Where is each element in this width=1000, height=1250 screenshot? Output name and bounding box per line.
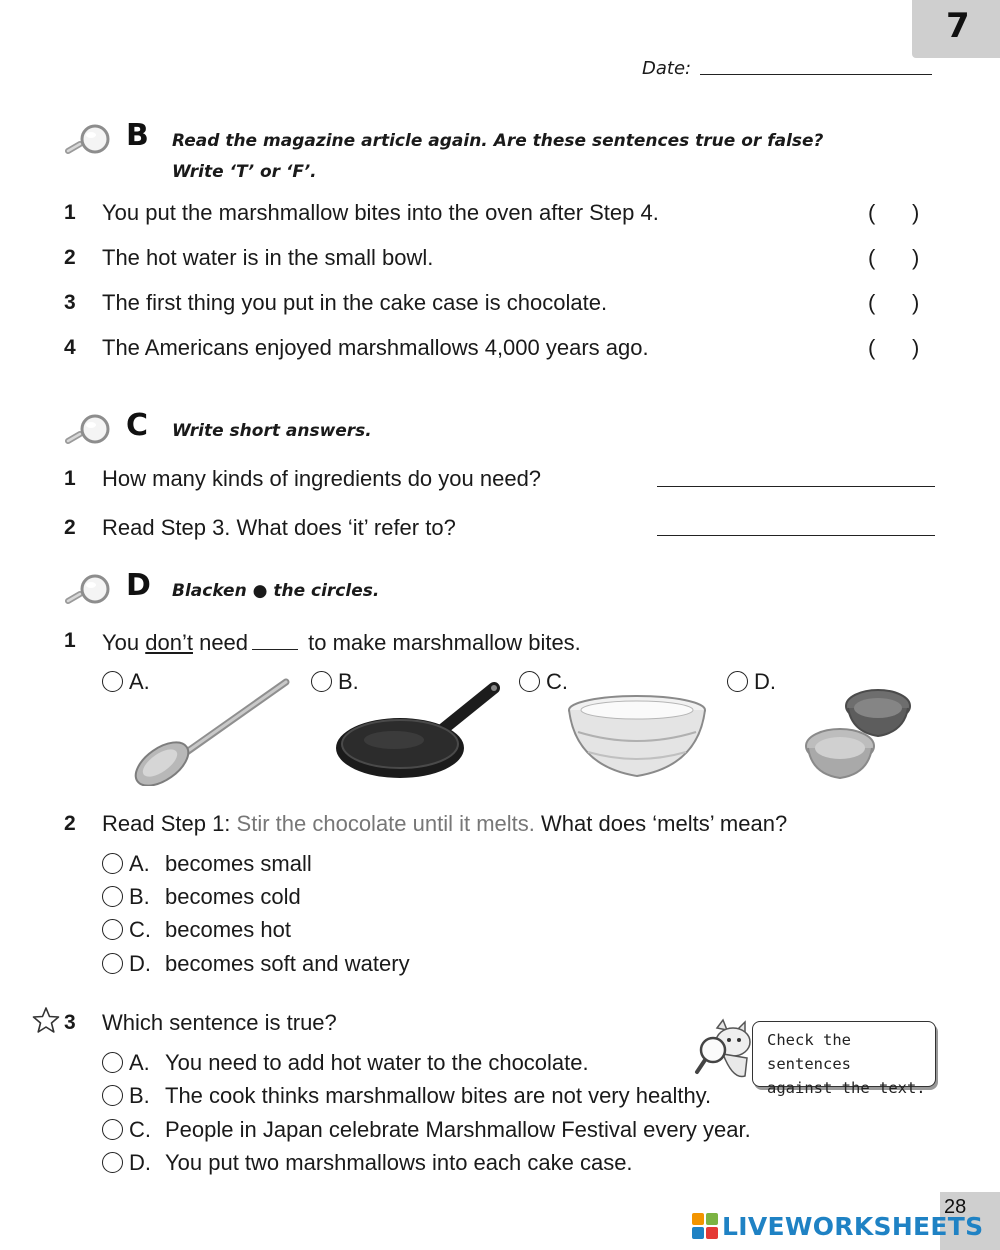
logo-tile: [692, 1227, 704, 1239]
logo-tile: [706, 1213, 718, 1225]
item-text: Read Step 3. What does ‘it’ refer to?: [102, 515, 456, 540]
option-letter: B.: [129, 1083, 150, 1108]
option-letter: C.: [129, 1117, 151, 1142]
question-text-part: You: [102, 630, 146, 655]
option-text: You put two marshmallows into each cake case.: [165, 1150, 633, 1175]
option-text: becomes soft and watery: [165, 951, 410, 976]
star-outline-icon: [32, 1006, 60, 1034]
option-letter: A.: [129, 1050, 150, 1075]
glass-bowl-icon: [566, 692, 708, 782]
section-b-instruction-line1: Read the magazine article again. Are these sentences true or false?: [172, 131, 824, 151]
option-radio[interactable]: [102, 953, 123, 974]
unit-number: 7: [946, 6, 970, 46]
item-text: How many kinds of ingredients do you need?: [102, 466, 542, 491]
section-c-instruction: Write short answers.: [172, 421, 372, 441]
option-a-radio[interactable]: [102, 671, 123, 692]
true-false-answer-box[interactable]: ( ): [868, 290, 920, 315]
blank-line: [252, 628, 298, 650]
short-answer-line[interactable]: [657, 486, 935, 487]
option-radio[interactable]: [102, 1152, 123, 1173]
option-radio[interactable]: [102, 853, 123, 874]
section-d-instruction: Blacken ● the circles.: [172, 581, 380, 601]
date-label: Date:: [642, 58, 692, 79]
option-text: becomes small: [165, 851, 312, 876]
item-text: The Americans enjoyed marshmallows 4,000 years ago.: [102, 335, 649, 360]
page-number: 28: [944, 1196, 967, 1218]
question-number: 3: [64, 1011, 76, 1034]
question-text: [102, 628, 581, 656]
true-false-answer-box[interactable]: ( ): [868, 200, 920, 225]
option-radio[interactable]: [102, 1085, 123, 1106]
question-text: [102, 811, 787, 837]
option-letter: A.: [129, 851, 150, 876]
liveworksheets-logo-icon: [692, 1213, 718, 1239]
magnifier-icon: [64, 574, 116, 606]
tip-line-1: Check the sentences: [767, 1031, 851, 1073]
cat-with-magnifier-icon: [693, 1018, 759, 1080]
option-radio[interactable]: [102, 886, 123, 907]
item-text: The hot water is in the small bowl.: [102, 245, 434, 270]
tip-callout: [752, 1021, 936, 1097]
option-radio[interactable]: [102, 1052, 123, 1073]
magnifier-icon: [64, 414, 116, 446]
option-letter: C.: [129, 917, 151, 942]
quoted-step-text: Stir the chocolate until it melts.: [236, 811, 535, 836]
tip-line-2: against the text.: [767, 1079, 926, 1097]
question-text-part: to make marshmallow bites.: [302, 630, 581, 655]
question-text: Which sentence is true?: [102, 1010, 337, 1035]
option-d-letter: D.: [754, 669, 776, 694]
date-input-line[interactable]: [700, 74, 932, 75]
true-false-answer-box[interactable]: ( ): [868, 245, 920, 270]
option-text: People in Japan celebrate Marshmallow Festival every year.: [165, 1117, 751, 1142]
option-text: The cook thinks marshmallow bites are not very healthy.: [165, 1083, 712, 1108]
option-text: becomes cold: [165, 884, 301, 909]
question-text-part: need: [192, 630, 249, 655]
option-letter: D.: [129, 1150, 151, 1175]
liveworksheets-watermark: [692, 1210, 983, 1242]
item-number: 3: [64, 291, 76, 314]
section-c-letter: C: [126, 408, 149, 443]
underlined-word: don’t: [145, 630, 193, 655]
true-false-answer-box[interactable]: ( ): [868, 335, 920, 360]
item-number: 4: [64, 336, 76, 359]
option-text: becomes hot: [165, 917, 291, 942]
option-letter: D.: [129, 951, 151, 976]
logo-tile: [706, 1227, 718, 1239]
option-c-radio[interactable]: [519, 671, 540, 692]
item-text: The first thing you put in the cake case is chocolate.: [102, 290, 608, 315]
wooden-spoon-icon: [128, 676, 294, 786]
frying-pan-icon: [334, 678, 506, 790]
option-b-radio[interactable]: [311, 671, 332, 692]
section-b-letter: B: [126, 118, 149, 153]
question-number: 2: [64, 812, 76, 835]
option-letter: B.: [129, 884, 150, 909]
section-b-instruction: [172, 126, 823, 188]
option-radio[interactable]: [102, 919, 123, 940]
watermark-text: LIVEWORKSHEETS: [722, 1211, 984, 1241]
option-radio[interactable]: [102, 1119, 123, 1140]
item-text: You put the marshmallow bites into the oven after Step 4.: [102, 200, 659, 225]
magnifier-icon: [64, 124, 116, 156]
option-text: You need to add hot water to the chocolate.: [165, 1050, 589, 1075]
item-number: 1: [64, 467, 76, 490]
item-number: 2: [64, 516, 76, 539]
option-a-letter: A.: [129, 669, 150, 694]
short-answer-line[interactable]: [657, 535, 935, 536]
option-b-letter: B.: [338, 669, 359, 694]
option-d-radio[interactable]: [727, 671, 748, 692]
section-d-letter: D: [126, 568, 151, 603]
unit-tab: [912, 0, 1000, 58]
item-number: 2: [64, 246, 76, 269]
question-number: 1: [64, 629, 76, 652]
section-b-instruction-line2: Write ‘T’ or ‘F’.: [172, 162, 317, 182]
logo-tile: [692, 1213, 704, 1225]
cake-cases-icon: [802, 684, 914, 782]
option-c-letter: C.: [546, 669, 568, 694]
question-suffix: What does ‘melts’ mean?: [534, 811, 788, 836]
question-prefix: Read Step 1:: [102, 811, 237, 836]
item-number: 1: [64, 201, 76, 224]
